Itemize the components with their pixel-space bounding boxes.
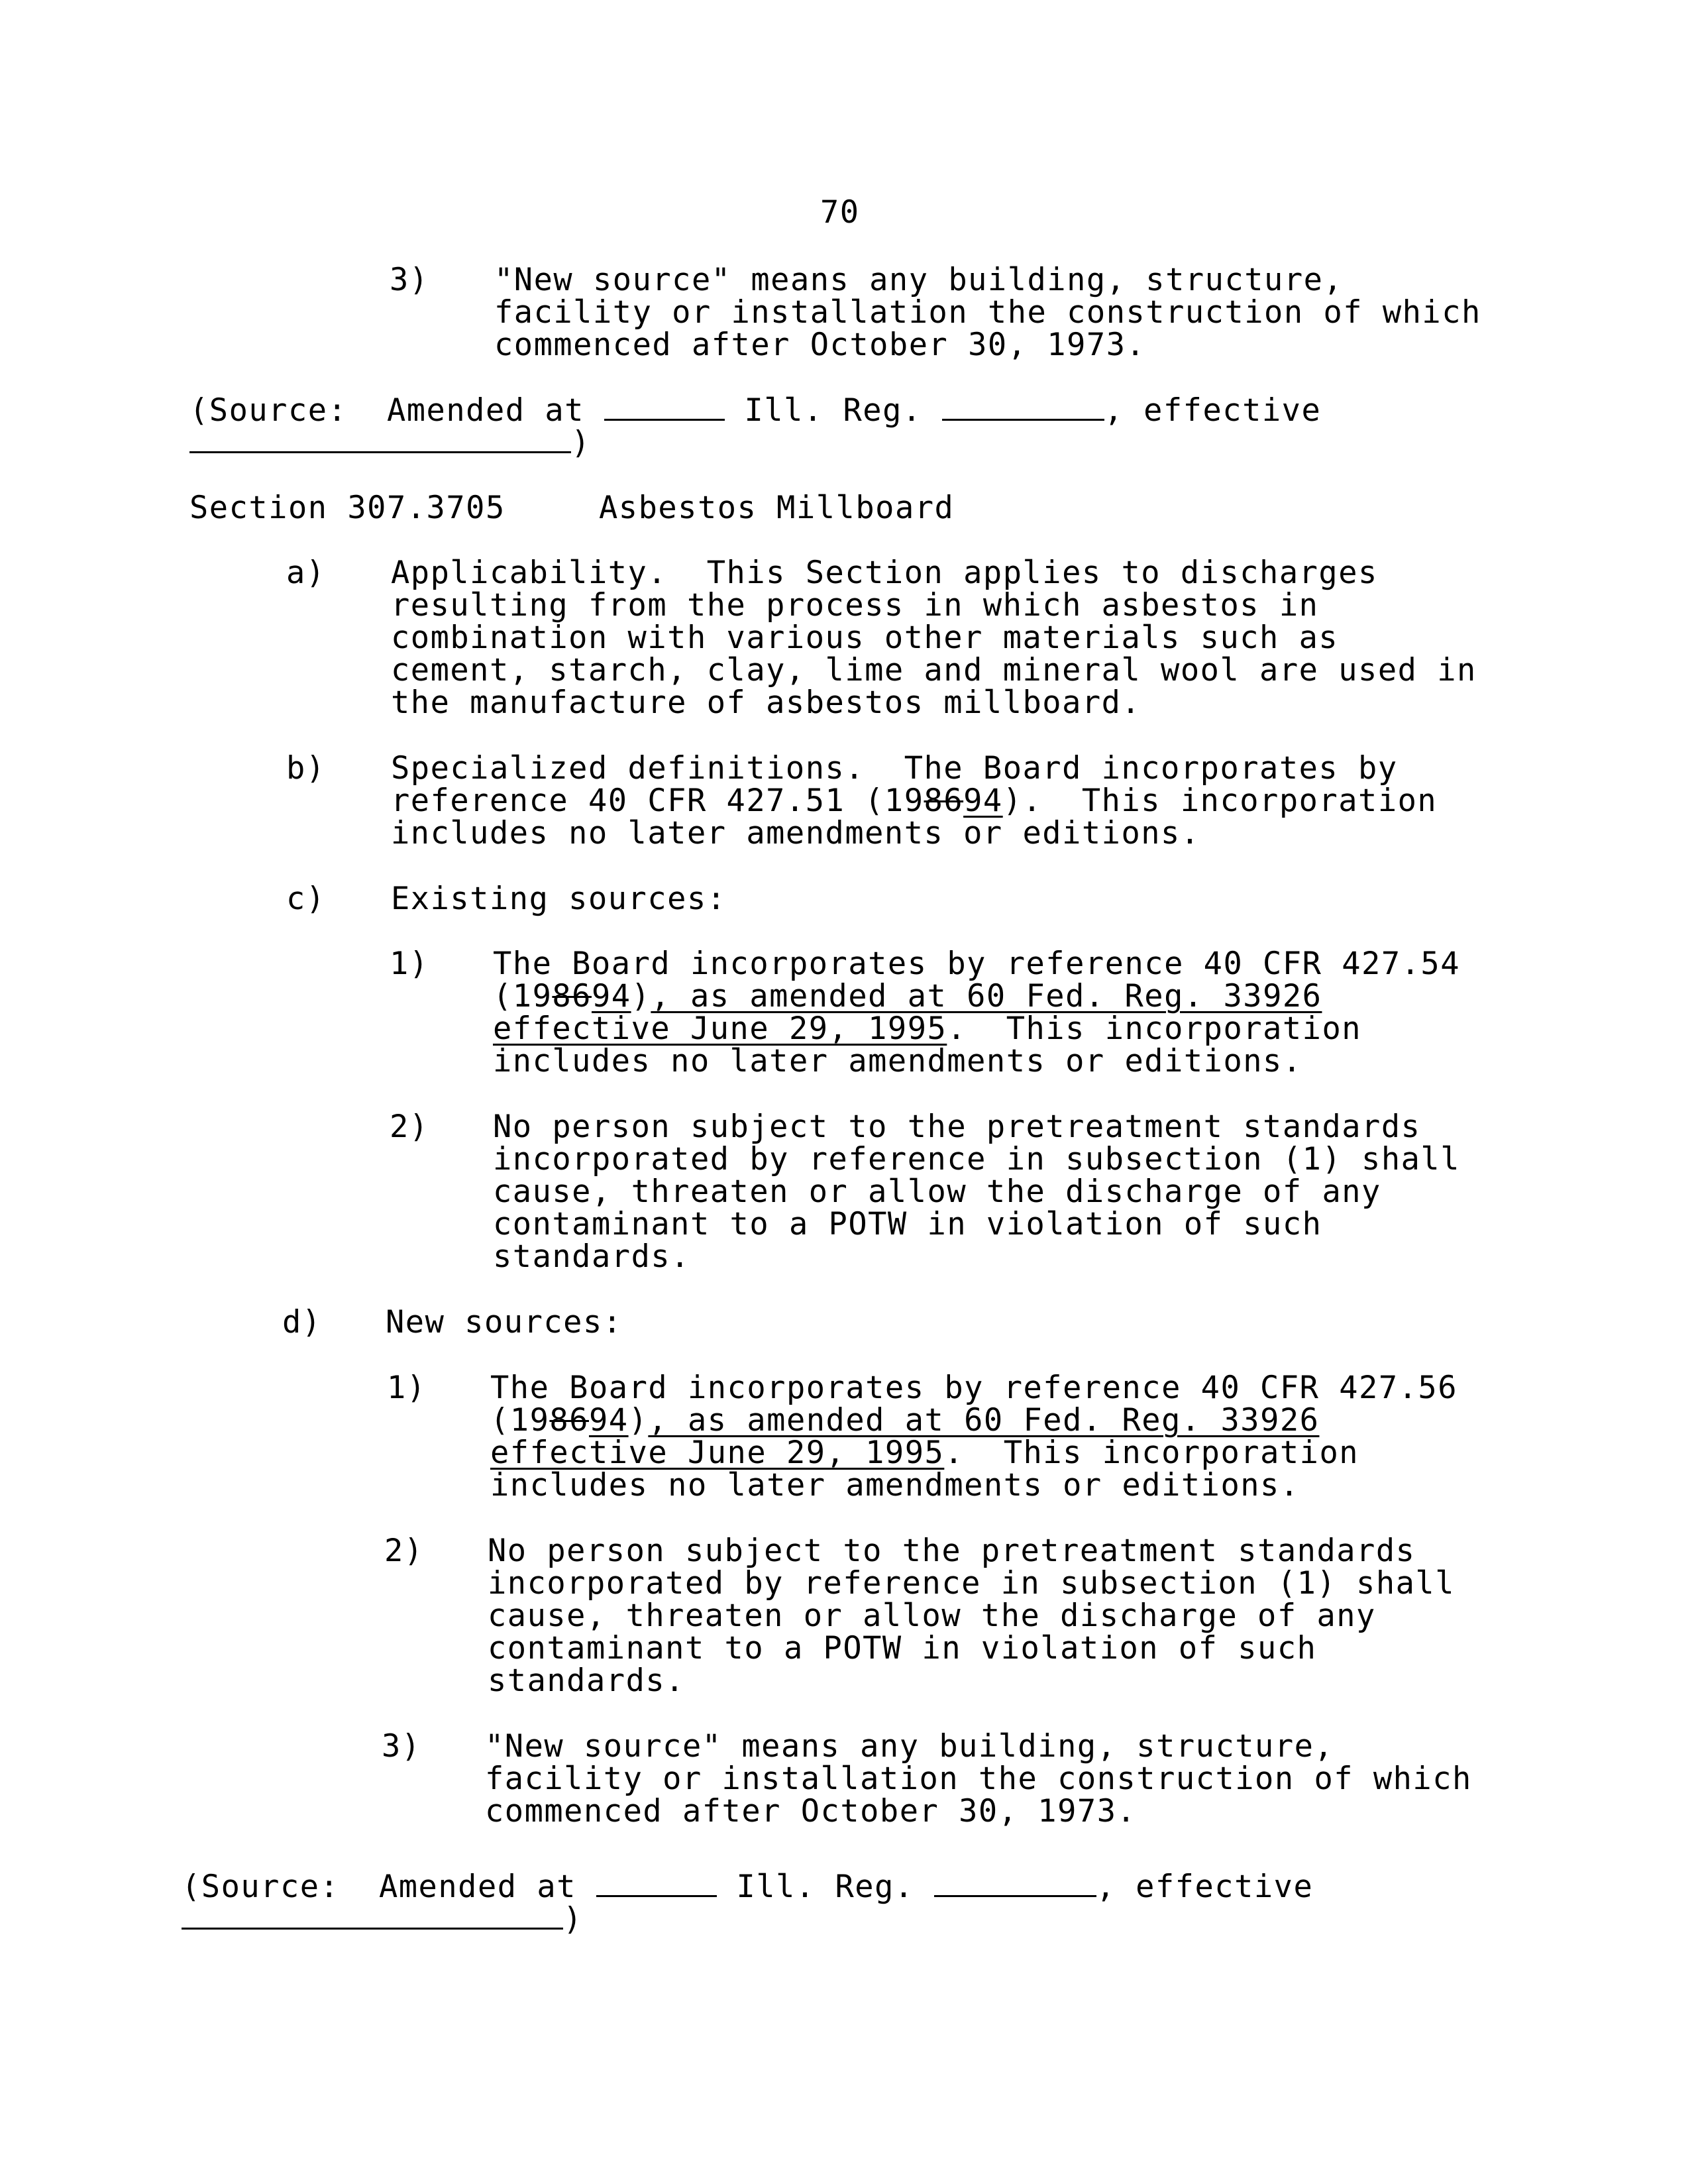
added-text: , as amended at 60 Fed. Reg. 33926	[648, 1402, 1320, 1439]
text-run: ). This incorporation	[1002, 783, 1438, 819]
struck-text: 86	[552, 978, 592, 1014]
subsection-heading: New sources:	[386, 1304, 623, 1340]
text-run: )	[631, 978, 651, 1014]
paragraph-line: incorporated by reference in subsection (1) shall	[488, 1565, 1456, 1602]
paragraph-line-amended	[490, 1404, 1319, 1437]
source-close: )	[563, 1901, 583, 1938]
paragraph-line: cause, threaten or allow the discharge of any	[493, 1174, 1381, 1210]
added-text: 94	[588, 1402, 629, 1439]
item-number: 3)	[390, 262, 429, 298]
paragraph-line: incorporated by reference in subsection (1) shall	[493, 1141, 1461, 1177]
source-reg: Ill. Reg.	[744, 392, 922, 429]
source-note-line2	[182, 1902, 583, 1936]
paragraph-line: Applicability. This Section applies to discharges	[391, 555, 1378, 591]
paragraph-line: No person subject to the pretreatment standards	[488, 1533, 1416, 1569]
source-comma: ,	[1104, 392, 1124, 429]
item-number: 2)	[384, 1533, 424, 1569]
source-close: )	[571, 425, 591, 461]
item-text-line: "New source" means any building, structure,	[494, 262, 1344, 298]
paragraph-line: standards.	[493, 1238, 690, 1275]
paragraph-line-amended	[493, 1012, 1361, 1046]
paragraph-line: includes no later amendments or editions.	[490, 1467, 1300, 1503]
blank-page	[942, 394, 1104, 421]
source-note	[182, 1870, 1313, 1904]
paragraph-line: standards.	[488, 1663, 685, 1699]
section-number: Section 307.3705	[189, 490, 505, 526]
source-amended: Amended at	[378, 1869, 576, 1905]
paragraph-line: the manufacture of asbestos millboard.	[391, 684, 1141, 721]
source-effective: effective	[1143, 392, 1322, 429]
paragraph-line-amended	[490, 1437, 1359, 1470]
paragraph-line-amended	[493, 980, 1322, 1013]
item-text-line: facility or installation the construction of which	[494, 294, 1481, 331]
paragraph-line: combination with various other materials such as	[391, 620, 1339, 656]
added-text: effective June 29, 1995	[490, 1435, 945, 1471]
text-run: . This incorporation	[944, 1435, 1359, 1471]
source-comma: ,	[1096, 1869, 1116, 1905]
page-number: 70	[820, 194, 860, 231]
source-reg: Ill. Reg.	[736, 1869, 914, 1905]
blank-date	[189, 426, 571, 453]
paragraph-line-amended	[391, 785, 1437, 818]
paragraph-line: No person subject to the pretreatment standards	[493, 1109, 1421, 1145]
item-text-line: commenced after October 30, 1973.	[494, 327, 1146, 363]
subsection-label: a)	[286, 555, 326, 591]
paragraph-line: includes no later amendments or editions.	[493, 1043, 1302, 1079]
subsection-heading: Existing sources:	[391, 881, 727, 917]
blank-volume	[604, 394, 725, 421]
paragraph-line: The Board incorporates by reference 40 CFR 427.54	[493, 946, 1461, 982]
item-number: 1)	[390, 946, 429, 982]
text-run: . This incorporation	[947, 1010, 1362, 1047]
source-note	[189, 394, 1321, 427]
item-number: 1)	[387, 1370, 427, 1406]
source-amended: Amended at	[386, 392, 584, 429]
paragraph-line: contaminant to a POTW in violation of such	[488, 1630, 1317, 1666]
paragraph-line: Specialized definitions. The Board incorporates by	[391, 750, 1398, 787]
paragraph-line: "New source" means any building, structure,	[485, 1728, 1334, 1765]
subsection-label: b)	[286, 750, 326, 787]
item-number: 3)	[382, 1728, 421, 1765]
struck-text: 86	[924, 783, 964, 819]
blank-page	[934, 1870, 1096, 1897]
text-run: (19	[493, 978, 553, 1014]
blank-date	[182, 1902, 563, 1930]
text-run: )	[628, 1402, 649, 1439]
added-text: 94	[591, 978, 631, 1014]
paragraph-line: cement, starch, clay, lime and mineral wool are used in	[391, 652, 1477, 688]
struck-text: 86	[549, 1402, 589, 1439]
added-text: 94	[963, 783, 1003, 819]
paragraph-line: contaminant to a POTW in violation of such	[493, 1206, 1322, 1242]
subsection-label: d)	[282, 1304, 322, 1340]
source-prefix: (Source:	[182, 1869, 340, 1905]
source-note-line2	[189, 426, 591, 460]
text-run: (19	[490, 1402, 550, 1439]
subsection-label: c)	[286, 881, 326, 917]
paragraph-line: includes no later amendments or editions.	[391, 815, 1200, 851]
source-prefix: (Source:	[189, 392, 348, 429]
paragraph-line: commenced after October 30, 1973.	[485, 1793, 1137, 1829]
paragraph-line: cause, threaten or allow the discharge of any	[488, 1598, 1376, 1634]
paragraph-line: resulting from the process in which asbestos in	[391, 587, 1319, 624]
added-text: effective June 29, 1995	[493, 1010, 947, 1047]
added-text: , as amended at 60 Fed. Reg. 33926	[651, 978, 1322, 1014]
blank-volume	[596, 1870, 717, 1897]
paragraph-line: The Board incorporates by reference 40 CFR 427.56	[490, 1370, 1458, 1406]
source-effective: effective	[1136, 1869, 1314, 1905]
paragraph-line: facility or installation the construction of which	[485, 1761, 1472, 1797]
section-title: Asbestos Millboard	[599, 490, 955, 526]
text-run: reference 40 CFR 427.51 (19	[391, 783, 924, 819]
item-number: 2)	[390, 1109, 429, 1145]
